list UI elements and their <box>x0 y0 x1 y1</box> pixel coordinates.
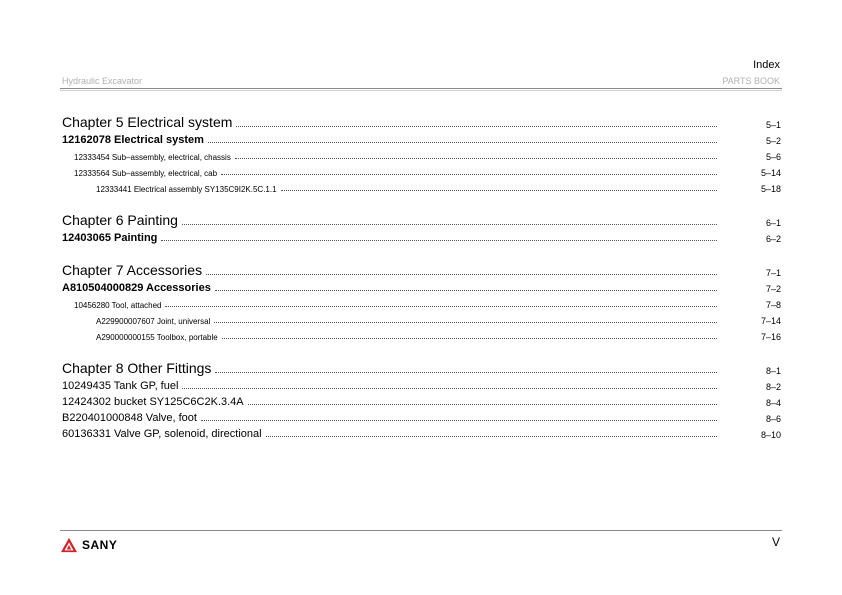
toc-entry-title: 12333564 Sub–assembly, electrical, cab <box>74 169 218 178</box>
toc-entry-page: 8–2 <box>765 382 781 392</box>
header-rule <box>60 88 782 89</box>
toc-entry-page: 7–8 <box>765 300 781 310</box>
toc-entry[interactable] <box>62 424 781 440</box>
toc-chapter-entry[interactable] <box>62 258 781 278</box>
sany-emblem-icon <box>60 537 78 553</box>
toc-entry-title: 12333454 Sub–assembly, electrical, chassis <box>74 153 231 162</box>
toc-spacer <box>62 342 781 356</box>
toc-entry-page: 8–1 <box>765 366 781 376</box>
index-label: Index <box>753 59 780 71</box>
toc-entry-page: 6–2 <box>765 234 781 244</box>
toc-entry[interactable] <box>62 178 781 194</box>
toc-entry-page: 5–2 <box>765 136 781 146</box>
toc-leader-dots <box>248 404 717 405</box>
toc-entry-title: A290000000155 Toolbox, portable <box>96 333 218 342</box>
toc-entry-page: 7–2 <box>765 284 781 294</box>
toc-entry[interactable] <box>62 278 781 294</box>
footer-rule <box>60 530 782 531</box>
toc-leader-dots <box>236 126 717 127</box>
toc-entry-title: 12333441 Electrical assembly SY135C9I2K.5C.1.1 <box>96 185 277 194</box>
toc-entry[interactable] <box>62 376 781 392</box>
book-type: PARTS BOOK <box>722 76 780 86</box>
toc-entry-title: Chapter 8 Other Fittings <box>62 360 212 376</box>
toc-entry-title: B220401000848 Valve, foot <box>62 412 197 424</box>
toc-entry-title: 10249435 Tank GP, fuel <box>62 380 179 392</box>
toc-leader-dots <box>201 420 717 421</box>
toc-entry[interactable] <box>62 130 781 146</box>
toc-chapter-entry[interactable] <box>62 356 781 376</box>
toc-chapter-entry[interactable] <box>62 208 781 228</box>
toc-entry-title: Chapter 5 Electrical system <box>62 114 233 130</box>
toc-entry-page: 8–10 <box>760 430 781 440</box>
machine-type: Hydraulic Excavator <box>62 76 143 86</box>
toc-entry[interactable] <box>62 326 781 342</box>
toc-leader-dots <box>182 224 717 225</box>
table-of-contents <box>62 110 781 440</box>
toc-leader-dots <box>221 174 717 175</box>
toc-entry[interactable] <box>62 228 781 244</box>
toc-entry[interactable] <box>62 310 781 326</box>
toc-entry-title: A229900007607 Joint, universal <box>96 317 211 326</box>
toc-entry-title: 60136331 Valve GP, solenoid, directional <box>62 428 262 440</box>
toc-entry[interactable] <box>62 146 781 162</box>
sany-logo <box>60 537 117 553</box>
toc-leader-dots <box>165 306 717 307</box>
toc-entry-page: 6–1 <box>765 218 781 228</box>
toc-leader-dots <box>208 142 717 143</box>
toc-entry-page: 5–1 <box>765 120 781 130</box>
toc-entry-page: 8–4 <box>765 398 781 408</box>
toc-entry[interactable] <box>62 392 781 408</box>
toc-leader-dots <box>222 338 717 339</box>
toc-entry-title: 12403065 Painting <box>62 232 158 244</box>
toc-entry[interactable] <box>62 408 781 424</box>
toc-entry[interactable] <box>62 294 781 310</box>
toc-entry-page: 7–1 <box>765 268 781 278</box>
toc-leader-dots <box>215 372 717 373</box>
toc-leader-dots <box>206 274 717 275</box>
toc-spacer <box>62 194 781 208</box>
toc-entry-title: A810504000829 Accessories <box>62 282 211 294</box>
toc-entry-title: 12424302 bucket SY125C6C2K.3.4A <box>62 396 244 408</box>
toc-entry-page: 5–14 <box>760 168 781 178</box>
page-number: V <box>771 535 780 549</box>
toc-entry-title: Chapter 7 Accessories <box>62 262 203 278</box>
toc-entry-page: 8–6 <box>765 414 781 424</box>
toc-entry-title: Chapter 6 Painting <box>62 212 178 228</box>
toc-entry-title: 12162078 Electrical system <box>62 134 204 146</box>
toc-leader-dots <box>281 190 717 191</box>
logo-text: SANY <box>82 538 118 552</box>
toc-entry-page: 5–6 <box>765 152 781 162</box>
toc-entry-page: 7–14 <box>760 316 781 326</box>
toc-leader-dots <box>235 158 717 159</box>
toc-entry-page: 5–18 <box>760 184 781 194</box>
toc-leader-dots <box>215 290 717 291</box>
header-rule-secondary <box>60 90 782 91</box>
toc-entry-title: 10456280 Tool, attached <box>74 301 162 310</box>
toc-entry-page: 7–16 <box>760 332 781 342</box>
toc-leader-dots <box>214 322 717 323</box>
toc-spacer <box>62 244 781 258</box>
toc-leader-dots <box>161 240 717 241</box>
toc-chapter-entry[interactable] <box>62 110 781 130</box>
toc-entry[interactable] <box>62 162 781 178</box>
toc-leader-dots <box>182 388 717 389</box>
toc-leader-dots <box>266 436 717 437</box>
